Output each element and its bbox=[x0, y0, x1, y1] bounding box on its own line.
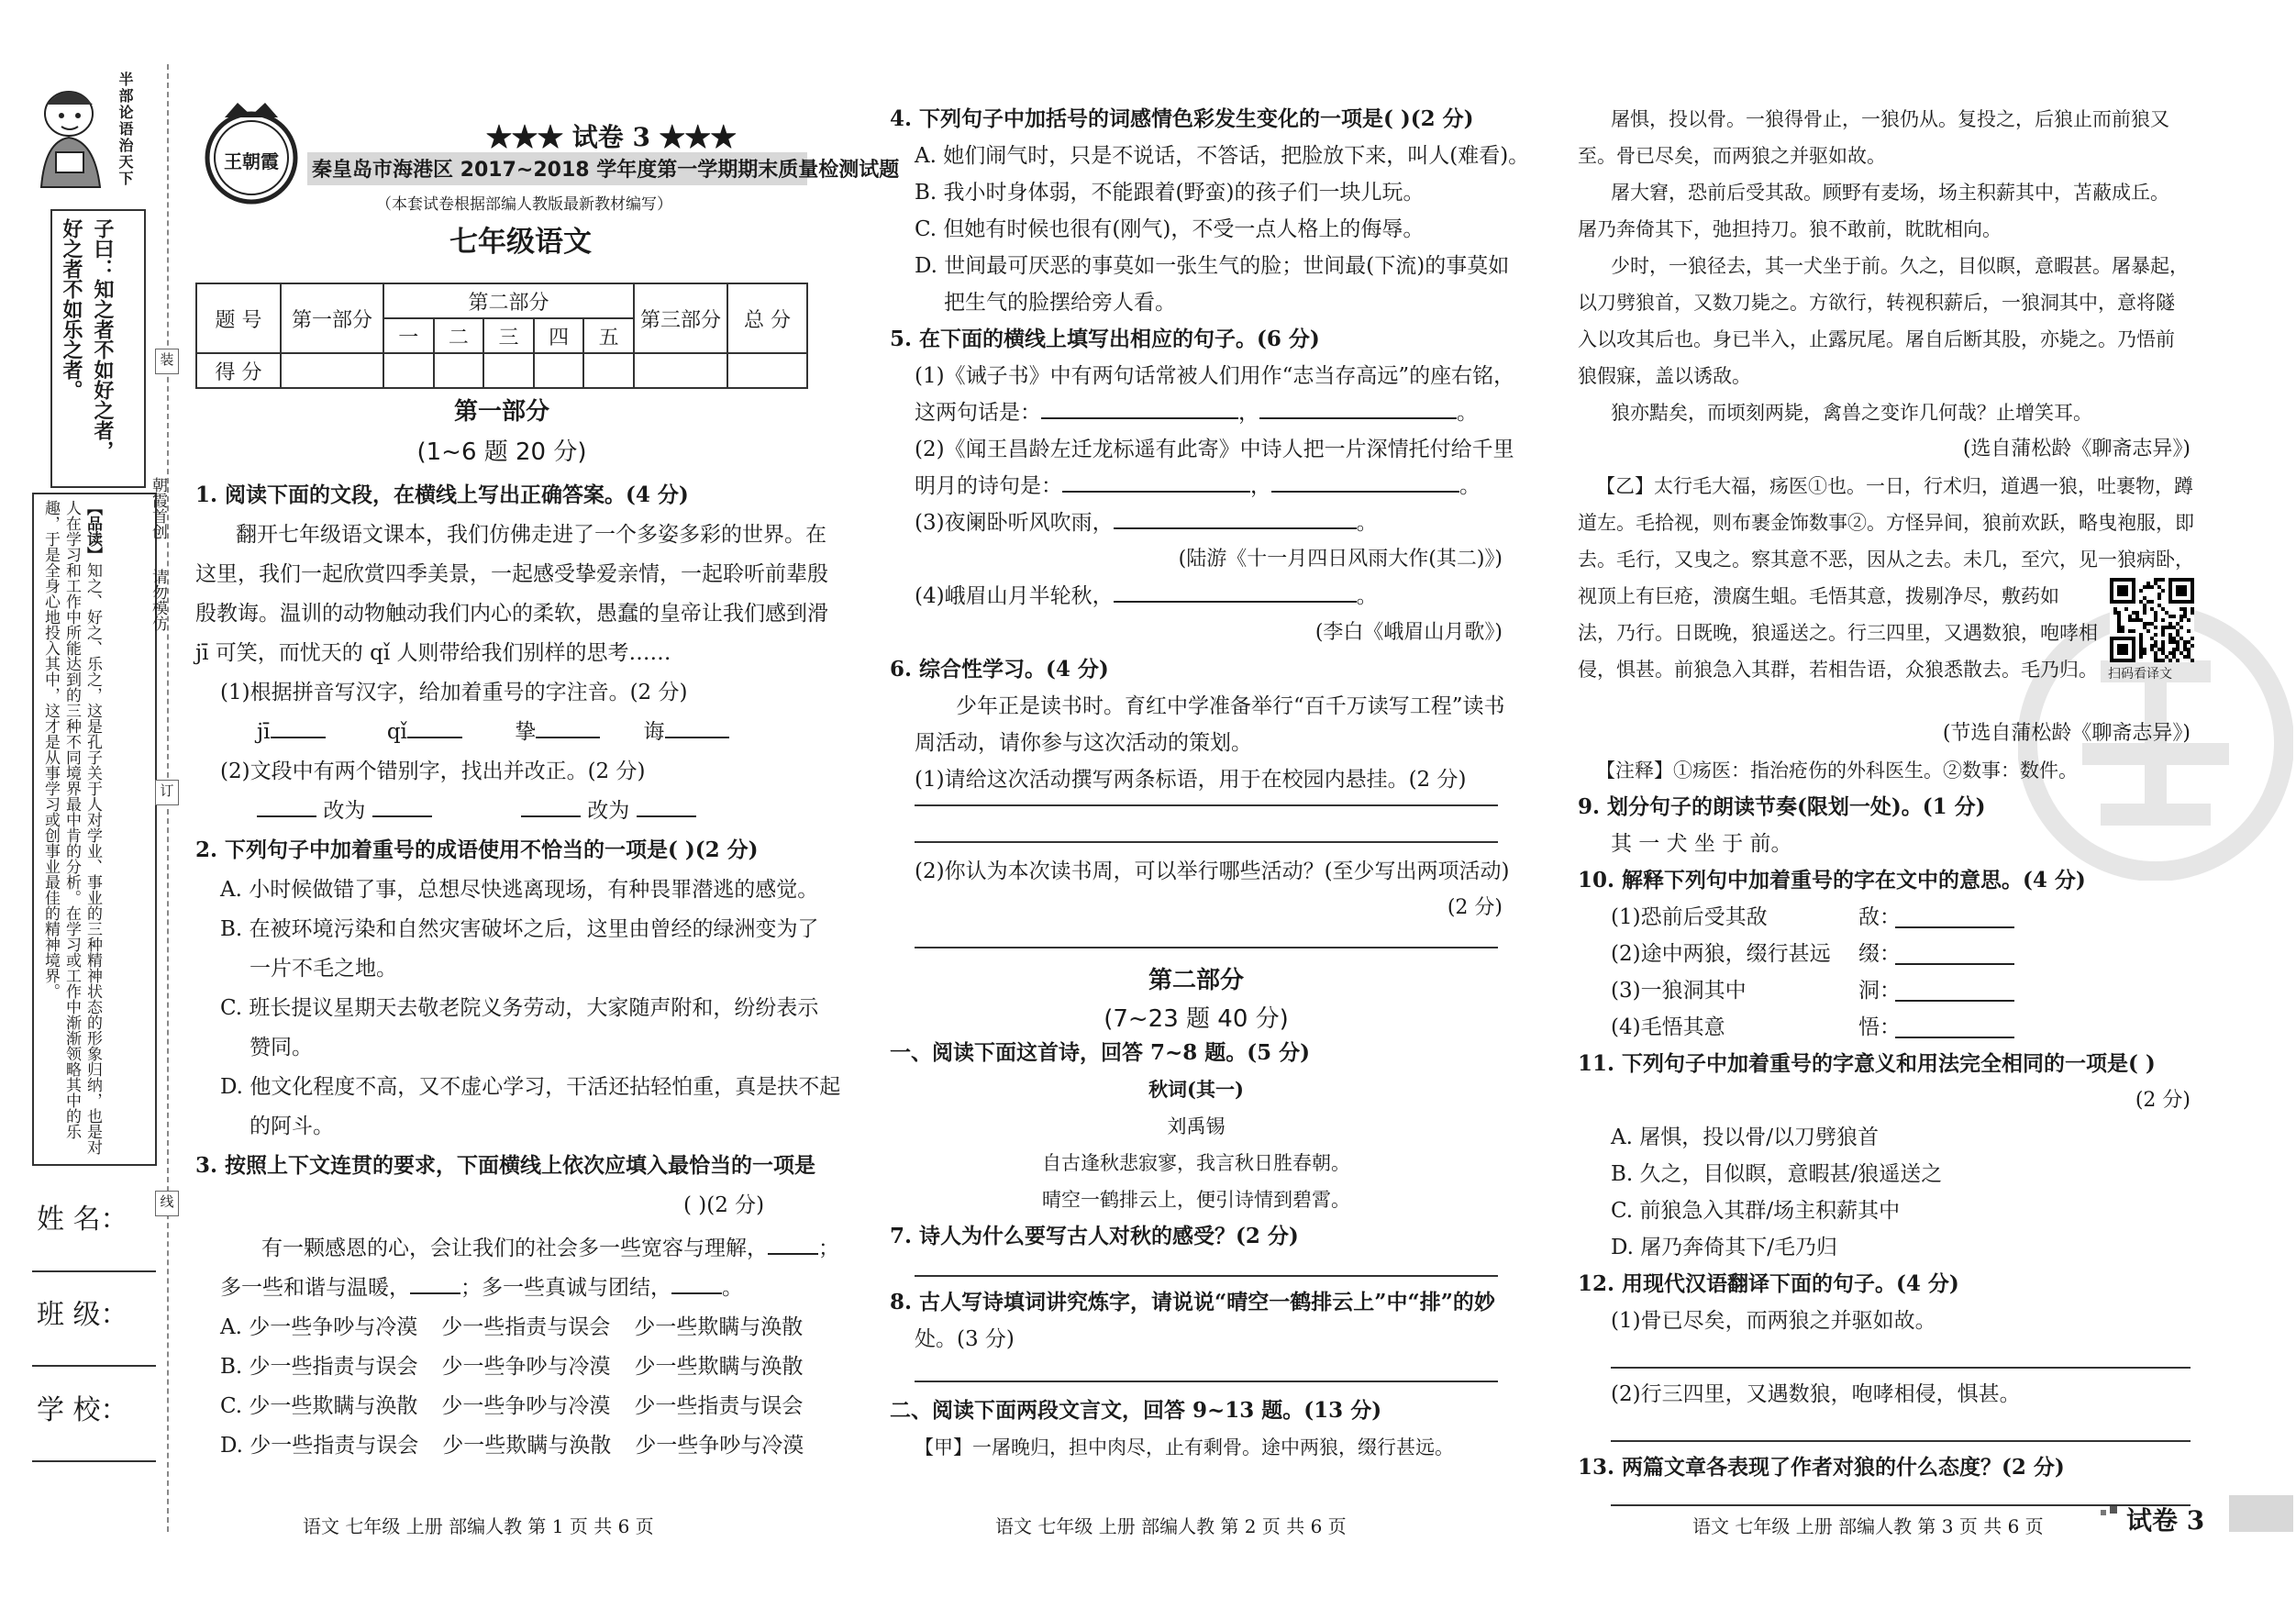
answer-blank[interactable] bbox=[1062, 491, 1250, 493]
footer-dots-icon bbox=[2101, 1503, 2119, 1521]
q1-passage-2: 这里，我们一起欣赏四季美景，一起感受挚爱亲情，一起聆听前辈殷 bbox=[195, 562, 828, 586]
passage-jia-10: 狼亦黠矣，而顷刻两毙，禽兽之变诈几何哉？止增笑耳。 bbox=[1611, 402, 2092, 424]
answer-blank[interactable] bbox=[1895, 1037, 2014, 1038]
answer-blank[interactable] bbox=[407, 737, 462, 738]
score-cell[interactable] bbox=[383, 353, 434, 388]
q12-stem: 12. 用现代汉语翻译下面的句子。(4 分) bbox=[1578, 1271, 1959, 1296]
q3-stem: 3. 按照上下文连贯的要求，下面横线上依次应填入最恰当的一项是 bbox=[195, 1153, 816, 1178]
part1-heading: 第一部分 bbox=[453, 398, 549, 426]
q2-option-d-2: 的阿斗。 bbox=[250, 1115, 334, 1138]
answer-blank[interactable] bbox=[521, 815, 581, 817]
q3-option-d: D. 少一些指责与误会 少一些欺瞒与涣散 少一些争吵与冷漠 bbox=[220, 1434, 804, 1458]
q10-item-1: (1)恐前后受其敌 敌： bbox=[1611, 899, 1768, 936]
answer-blank[interactable] bbox=[1895, 926, 2014, 928]
th-sub-3: 三 bbox=[483, 318, 534, 353]
q9-stem: 9. 划分句子的朗读节奏(限划一处)。(1 分) bbox=[1578, 794, 1986, 819]
q11-option-a: A. 屠惧，投以骨/以刀劈狼首 bbox=[1611, 1126, 1879, 1149]
q5-sub4-source: (李白《峨眉山月歌》) bbox=[1314, 621, 1503, 644]
q2-stem: 2. 下列句子中加着重号的成语使用不恰当的一项是( )(2 分) bbox=[195, 837, 759, 862]
confucius-quote: 子曰：知之者不如好之者，好之者不如乐之者。 bbox=[60, 218, 115, 460]
q5-sub4: (4)峨眉山月半轮秋， 。 bbox=[915, 584, 1378, 608]
answer-blank[interactable] bbox=[768, 1253, 818, 1255]
q1-passage-3: 殷教诲。温训的动物触动我们内心的柔软，愚蠢的皇帝让我们感到滑 bbox=[195, 602, 828, 626]
pindu-text: 知之、好之、乐之，这是孔子关于人对学业、事业的三种精神状态的形象归纳，也是对人在学习和工作中所能达到的三种不同境界最中肯的分析。在学习或工作中渐渐领略其中的乐趣，于是全身心地投入其中，这才是从事学习或创事业最佳的精神境界。 bbox=[41, 500, 102, 1155]
cut-mark-3: 线 bbox=[155, 1191, 179, 1216]
qr-code-icon[interactable] bbox=[2110, 578, 2194, 662]
section1-heading: 一、阅读下面这首诗，回答 7~8 题。(5 分) bbox=[890, 1040, 1311, 1065]
q4-stem: 4. 下列句子中加括号的词感情色彩发生变化的一项是( )(2 分) bbox=[890, 106, 1474, 131]
q5-sub1-b: 这两句话是： ， 。 bbox=[915, 401, 1478, 425]
q8-stem-1: 8. 古人写诗填词讲究炼字，请说说“晴空一鹤排云上”中“排”的妙 bbox=[890, 1290, 1495, 1314]
passage-jia-2: 屠惧，投以骨。一狼得骨止，一狼仍从。复投之，后狼止而前狼又 bbox=[1611, 108, 2169, 130]
q12-sub1: (1)骨已尽矣，而两狼之并驱如故。 bbox=[1611, 1309, 1936, 1333]
answer-blank[interactable] bbox=[1895, 963, 2014, 965]
answer-line[interactable] bbox=[915, 947, 1498, 948]
score-cell[interactable] bbox=[534, 353, 584, 388]
passage-yi-source: (节选自蒲松龄《聊斋志异》) bbox=[1942, 722, 2191, 745]
q1-passage-4: jī 可笑，而忧天的 qǐ 人则带给我们别样的思考…… bbox=[195, 641, 671, 665]
annotation-note: 【注释】①疡医：指治疮伤的外科医生。②数事：数件。 bbox=[1596, 760, 2078, 782]
q11-option-c: C. 前狼急入其群/场主积薪其中 bbox=[1611, 1199, 1901, 1223]
sidebar-motto-box bbox=[32, 72, 150, 191]
q11-option-b: B. 久之，目似瞑，意暇甚/狼遥送之 bbox=[1611, 1162, 1943, 1186]
poem-line-1: 自古逢秋悲寂寥，我言秋日胜春朝。 bbox=[1042, 1152, 1350, 1174]
q1-sub1-answers: jī qǐ 挚 诲 bbox=[257, 714, 729, 750]
q13-stem: 13. 两篇文章各表现了作者对狼的什么态度？(2 分) bbox=[1578, 1455, 2065, 1480]
passage-jia-source: (选自蒲松龄《聊斋志异》) bbox=[1962, 438, 2191, 460]
subject-title: 七年级语文 bbox=[449, 226, 592, 259]
part1-range: (1~6 题 20 分) bbox=[416, 438, 587, 466]
score-cell[interactable] bbox=[483, 353, 534, 388]
footer-page-1: 语文 七年级 上册 部编人教 第 1 页 共 6 页 bbox=[303, 1515, 654, 1537]
answer-line[interactable] bbox=[1611, 1440, 2191, 1442]
q6-stem: 6. 综合性学习。(4 分) bbox=[890, 657, 1109, 682]
cut-mark-2: 订 bbox=[155, 780, 179, 805]
motto-text: 半部论语治天下 bbox=[116, 72, 134, 187]
logo-text: 王朝霞 bbox=[224, 150, 279, 172]
score-cell[interactable] bbox=[727, 353, 807, 388]
q12-sub2: (2)行三四里，又遇数狼，咆哮相侵，惧甚。 bbox=[1611, 1382, 2021, 1406]
answer-line[interactable] bbox=[915, 804, 1498, 806]
q5-sub2-a: (2)《闻王昌龄左迁龙标遥有此寄》中诗人把一片深情托付给千里 bbox=[915, 438, 1514, 461]
part2-heading: 第二部分 bbox=[1148, 967, 1244, 994]
class-label: 班 级： bbox=[37, 1299, 128, 1331]
th-part3: 第三部分 bbox=[634, 283, 727, 353]
passage-jia-5: 屠乃奔倚其下，弛担持刀。狼不敢前，眈眈相向。 bbox=[1578, 218, 2002, 240]
th-sub-5: 五 bbox=[583, 318, 634, 353]
q4-option-b: B. 我小时身体弱，不能跟着(野蛮)的孩子们一块儿玩。 bbox=[915, 181, 1425, 205]
passage-jia-1: 【甲】一屠晚归，担中肉尽，止有剩骨。途中两狼，缀行甚远。 bbox=[915, 1436, 1454, 1458]
q2-option-c-1: C. 班长提议星期天去敬老院义务劳动，大家随声附和，纷纷表示 bbox=[220, 996, 819, 1020]
q1-sub2: (2)文段中有两个错别字，找出并改正。(2 分) bbox=[220, 760, 646, 783]
side-caption-1: 朝霞首创 bbox=[149, 477, 167, 539]
passage-yi-1: 【乙】太行毛大福，疡医①也。一日，行术归，道遇一狼，吐裹物，蹲 bbox=[1596, 475, 2193, 497]
th-part1: 第一部分 bbox=[281, 283, 383, 353]
th-sub-4: 四 bbox=[534, 318, 584, 353]
footer-page-3: 语文 七年级 上册 部编人教 第 3 页 共 6 页 bbox=[1692, 1515, 2044, 1537]
th-total: 总 分 bbox=[727, 283, 807, 353]
q6-passage-2: 周活动，请你参与这次活动的策划。 bbox=[915, 731, 1252, 755]
q10-item-4: (4)毛悟其意 悟： bbox=[1611, 1009, 1725, 1046]
q1-sub2-answers: 改为 改为 bbox=[257, 793, 696, 829]
q5-sub3: (3)夜阑卧听风吹雨， 。 bbox=[915, 511, 1378, 535]
q6-sub1: (1)请给这次活动撰写两条标语，用于在校园内悬挂。(2 分) bbox=[915, 768, 1467, 792]
answer-blank[interactable] bbox=[1895, 1000, 2014, 1002]
th-part2: 第二部分 bbox=[383, 283, 634, 318]
q10-stem: 10. 解释下列句中加着重号的字在文中的意思。(4 分) bbox=[1578, 868, 2086, 893]
q3-option-a: A. 少一些争吵与冷漠 少一些指责与误会 少一些欺瞒与涣散 bbox=[220, 1315, 804, 1339]
school-field[interactable] bbox=[32, 1460, 156, 1462]
q11-option-d: D. 屠乃奔倚其下/毛乃归 bbox=[1611, 1236, 1837, 1259]
answer-blank[interactable] bbox=[1271, 491, 1459, 493]
class-field[interactable] bbox=[32, 1365, 156, 1367]
footer-page-2: 语文 七年级 上册 部编人教 第 2 页 共 6 页 bbox=[995, 1515, 1347, 1537]
pindu-title: 【品读】 bbox=[83, 500, 102, 562]
passage-jia-8: 入以攻其后也。身已半入，止露尻尾。屠自后断其股，亦毙之。乃悟前 bbox=[1578, 328, 2175, 350]
q8-stem-2: 处。(3 分) bbox=[915, 1327, 1015, 1351]
th-sub-1: 一 bbox=[383, 318, 434, 353]
th-question-no: 题 号 bbox=[196, 283, 281, 353]
q5-stem: 5. 在下面的横线上填写出相应的句子。(6 分) bbox=[890, 327, 1320, 351]
score-cell[interactable] bbox=[434, 353, 484, 388]
q10-item-2: (2)途中两狼，缀行甚远 缀： bbox=[1611, 936, 1831, 972]
answer-blank[interactable] bbox=[1259, 417, 1457, 419]
poem-author: 刘禹锡 bbox=[1167, 1115, 1226, 1137]
side-caption-2: 请勿模仿 bbox=[149, 569, 167, 631]
q2-option-b-1: B. 在被环境污染和自然灾害破坏之后，这里由曾经的绿洲变为了 bbox=[220, 917, 819, 941]
q3-option-b: B. 少一些指责与误会 少一些争吵与冷漠 少一些欺瞒与涣散 bbox=[220, 1355, 804, 1379]
q5-sub3-source: (陆游《十一月四日风雨大作(其二)》) bbox=[1178, 548, 1503, 571]
name-label: 姓 名： bbox=[37, 1203, 128, 1236]
answer-blank[interactable] bbox=[372, 815, 432, 817]
exam-title: 秦皇岛市海港区 2017~2018 学年度第一学期期末质量检测试题 bbox=[312, 159, 900, 182]
passage-yi-3: 去。毛行，又曳之。察其意不恶，因从之去。未几，至穴，见一狼病卧， bbox=[1578, 549, 2194, 571]
answer-blank[interactable] bbox=[257, 815, 316, 817]
quote-box bbox=[50, 209, 146, 488]
answer-blank[interactable] bbox=[536, 737, 600, 738]
answer-blank[interactable] bbox=[271, 737, 326, 738]
answer-blank[interactable] bbox=[410, 1292, 460, 1294]
q4-option-d-2: 把生气的脸摆给旁人看。 bbox=[944, 291, 1176, 315]
answer-blank[interactable] bbox=[665, 737, 729, 738]
cut-mark-1: 装 bbox=[155, 349, 179, 374]
q4-option-a: A. 她们闹气时，只是不说话，不答话，把脸放下来，叫人(难看)。 bbox=[915, 144, 1530, 168]
q10-item-3: (3)一狼洞其中 洞： bbox=[1611, 972, 1747, 1009]
brand-logo bbox=[197, 99, 305, 207]
score-cell[interactable] bbox=[281, 353, 383, 388]
answer-blank[interactable] bbox=[1114, 527, 1357, 529]
q3-passage-2: 多一些和谐与温暖， ；多一些真诚与团结， 。 bbox=[220, 1276, 743, 1300]
pindu-box bbox=[32, 493, 157, 1166]
q2-option-b-2: 一片不毛之地。 bbox=[250, 957, 397, 981]
passage-jia-7: 以刀劈狼首，又数刀毙之。方欲行，转视积薪后，一狼洞其中，意将隧 bbox=[1578, 292, 2175, 314]
q3-score: ( )(2 分) bbox=[683, 1193, 765, 1217]
q9-sentence: 其 一 犬 坐 于 前。 bbox=[1611, 832, 1792, 856]
part2-range: (7~23 题 40 分) bbox=[1104, 1005, 1289, 1033]
q3-option-c: C. 少一些欺瞒与涣散 少一些争吵与冷漠 少一些指责与误会 bbox=[220, 1394, 804, 1418]
confucius-cartoon-icon bbox=[32, 77, 116, 191]
passage-yi-4: 视顶上有巨疮，溃腐生蛆。毛悟其意，拨剔净尽，敷药如 bbox=[1578, 585, 2059, 607]
q7-stem: 7. 诗人为什么要写古人对秋的感受？(2 分) bbox=[890, 1224, 1299, 1248]
q6-sub2: (2)你认为本次读书周，可以举行哪些活动？(至少写出两项活动) bbox=[915, 859, 1510, 883]
q3-passage-1: 有一颗感恩的心，会让我们的社会多一些宽容与理解， ； bbox=[261, 1237, 839, 1260]
section2-heading: 二、阅读下面两段文言文，回答 9~13 题。(13 分) bbox=[890, 1398, 1382, 1423]
q1-stem: 1. 阅读下面的文段，在横线上写出正确答案。(4 分) bbox=[195, 482, 689, 507]
answer-blank[interactable] bbox=[671, 1292, 722, 1294]
q4-option-d-1: D. 世间最可厌恶的事莫如一张生气的脸；世间最(下流)的事莫如 bbox=[915, 254, 1510, 278]
poem-title: 秋词(其一) bbox=[1148, 1078, 1244, 1101]
footer-exam-tag: 试卷 3 bbox=[2126, 1505, 2205, 1536]
answer-blank[interactable] bbox=[1041, 417, 1238, 419]
q6-passage-1: 少年正是读书时。育红中学准备举行“百千万读写工程”读书 bbox=[956, 694, 1505, 718]
q11-score: (2 分) bbox=[2135, 1089, 2191, 1112]
q1-passage-1: 翻开七年级语文课本，我们仿佛走进了一个多姿多彩的世界。在 bbox=[236, 523, 826, 547]
poem-line-2: 晴空一鹤排云上，便引诗情到碧霄。 bbox=[1042, 1189, 1350, 1211]
th-score: 得 分 bbox=[196, 353, 281, 388]
qr-caption: 扫码看译文 bbox=[2108, 667, 2172, 682]
q2-option-c-2: 赞同。 bbox=[250, 1036, 313, 1059]
passage-jia-4: 屠大窘，恐前后受其敌。顾野有麦场，场主积薪其中，苫蔽成丘。 bbox=[1611, 182, 2169, 204]
score-table bbox=[195, 283, 808, 389]
school-label: 学 校： bbox=[37, 1394, 128, 1426]
answer-line[interactable] bbox=[915, 1381, 1498, 1382]
th-sub-2: 二 bbox=[434, 318, 484, 353]
q1-sub1: (1)根据拼音写汉字，给加着重号的字注音。(2 分) bbox=[220, 681, 688, 704]
answer-line[interactable] bbox=[1611, 1367, 2191, 1369]
answer-blank[interactable] bbox=[637, 815, 696, 817]
passage-yi-6: 侵，惧甚。前狼急入其群，若相告语，众狼悉散去。毛乃归。 bbox=[1578, 659, 2098, 681]
q5-sub1-a: (1)《诫子书》中有两句话常被人们用作“志当存高远”的座右铭， bbox=[915, 364, 1515, 388]
answer-line[interactable] bbox=[915, 1275, 1498, 1277]
answer-blank[interactable] bbox=[1114, 601, 1357, 603]
passage-yi-5: 法，乃行。日既晚，狼遥送之。行三四里，又遇数狼，咆哮相 bbox=[1578, 622, 2098, 644]
name-field[interactable] bbox=[32, 1270, 156, 1272]
q6-sub2-score: (2 分) bbox=[1447, 896, 1503, 919]
passage-yi-2: 道左。毛拾视，则布裹金饰数事②。方怪异间，狼前欢跃，略曳袍服，即 bbox=[1578, 512, 2194, 534]
score-cell[interactable] bbox=[634, 353, 727, 388]
q11-stem: 11. 下列句子中加着重号的字意义和用法完全相同的一项是( ) bbox=[1578, 1051, 2156, 1076]
score-cell[interactable] bbox=[583, 353, 634, 388]
exam-number: ★★★ 试卷 3 ★★★ bbox=[486, 122, 737, 152]
q4-option-c: C. 但她有时候也很有(刚气)，不受一点人格上的侮辱。 bbox=[915, 217, 1425, 241]
passage-jia-9: 狼假寐，盖以诱敌。 bbox=[1578, 365, 1751, 387]
q2-option-d-1: D. 他文化程度不高，又不虚心学习，干活还拈轻怕重，真是扶不起 bbox=[220, 1075, 841, 1099]
answer-line[interactable] bbox=[915, 841, 1498, 843]
exam-subtitle: （本套试卷根据部编人教版最新教材编写） bbox=[376, 195, 672, 214]
q5-sub2-b: 明月的诗句是： ， 。 bbox=[915, 474, 1481, 498]
q2-option-a: A. 小时候做错了事，总想尽快逃离现场，有种畏罪潜逃的感觉。 bbox=[220, 878, 819, 902]
footer-band bbox=[2229, 1495, 2293, 1532]
passage-jia-6: 少时，一狼径去，其一犬坐于前。久之，目似瞑，意暇甚。屠暴起， bbox=[1611, 255, 2189, 277]
passage-jia-3: 至。骨已尽矣，而两狼之并驱如故。 bbox=[1578, 145, 1886, 167]
